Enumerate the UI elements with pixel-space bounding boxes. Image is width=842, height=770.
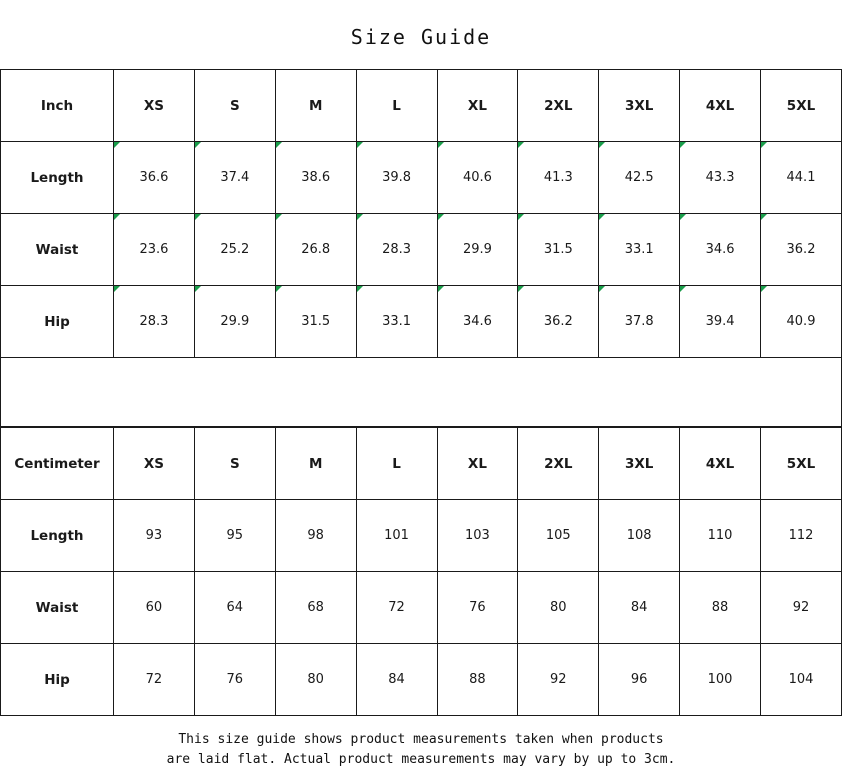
size-header-5xl: 5XL	[761, 70, 842, 142]
cell-hip-5xl-inch: 40.9	[761, 286, 842, 358]
cell-length-2xl-inch: 41.3	[518, 142, 599, 214]
table-header-row	[1, 428, 842, 500]
cell-hip-s-cm: 76	[194, 644, 275, 716]
cell-waist-xl-inch: 29.9	[437, 214, 518, 286]
cell-hip-xs-cm: 72	[114, 644, 195, 716]
size-header-xs: XS	[114, 70, 195, 142]
cell-length-3xl-cm: 108	[599, 500, 680, 572]
row-label-hip-inch: Hip	[1, 286, 114, 358]
cell-length-xs-cm: 93	[114, 500, 195, 572]
size-header-m: M	[275, 70, 356, 142]
size-table-inch	[0, 69, 842, 358]
cell-hip-xl-inch: 34.6	[437, 286, 518, 358]
size-header-xs-cm: XS	[114, 428, 195, 500]
table-header-row	[1, 70, 842, 142]
cell-length-xl-inch: 40.6	[437, 142, 518, 214]
footnote	[0, 716, 842, 770]
page-title: Size Guide	[350, 25, 492, 49]
cell-hip-3xl-inch: 37.8	[599, 286, 680, 358]
cell-hip-m-cm: 80	[275, 644, 356, 716]
row-label-length-inch: Length	[1, 142, 114, 214]
cell-hip-4xl-inch: 39.4	[680, 286, 761, 358]
table-row	[1, 142, 842, 214]
cell-hip-m-inch: 31.5	[275, 286, 356, 358]
cell-waist-m-inch: 26.8	[275, 214, 356, 286]
unit-label-inch: Inch	[1, 70, 114, 142]
size-header-xl-cm: XL	[437, 428, 518, 500]
cell-length-s-inch: 37.4	[194, 142, 275, 214]
cell-waist-2xl-cm: 80	[518, 572, 599, 644]
table-separator	[0, 358, 842, 427]
row-label-length-cm: Length	[1, 500, 114, 572]
size-header-4xl-cm: 4XL	[680, 428, 761, 500]
cell-length-4xl-inch: 43.3	[680, 142, 761, 214]
size-table-centimeter	[0, 427, 842, 716]
cell-length-3xl-inch: 42.5	[599, 142, 680, 214]
cell-length-l-cm: 101	[356, 500, 437, 572]
cell-hip-xl-cm: 88	[437, 644, 518, 716]
cell-hip-2xl-inch: 36.2	[518, 286, 599, 358]
cell-waist-5xl-cm: 92	[761, 572, 842, 644]
size-header-l-cm: L	[356, 428, 437, 500]
cell-waist-5xl-inch: 36.2	[761, 214, 842, 286]
table-row	[1, 500, 842, 572]
table-row	[1, 572, 842, 644]
size-header-2xl: 2XL	[518, 70, 599, 142]
size-header-4xl: 4XL	[680, 70, 761, 142]
cell-waist-3xl-cm: 84	[599, 572, 680, 644]
cell-waist-4xl-cm: 88	[680, 572, 761, 644]
cell-waist-m-cm: 68	[275, 572, 356, 644]
size-header-m-cm: M	[275, 428, 356, 500]
cell-hip-4xl-cm: 100	[680, 644, 761, 716]
cell-hip-l-cm: 84	[356, 644, 437, 716]
footnote-line-2: are laid flat. Actual product measurements may vary by up to 3cm.	[166, 752, 676, 767]
footnote-line-1: This size guide shows product measurements taken when products	[178, 732, 664, 747]
cell-hip-2xl-cm: 92	[518, 644, 599, 716]
cell-waist-3xl-inch: 33.1	[599, 214, 680, 286]
cell-waist-xl-cm: 76	[437, 572, 518, 644]
size-header-2xl-cm: 2XL	[518, 428, 599, 500]
cell-waist-l-cm: 72	[356, 572, 437, 644]
size-header-s-cm: S	[194, 428, 275, 500]
cell-length-4xl-cm: 110	[680, 500, 761, 572]
cell-waist-s-inch: 25.2	[194, 214, 275, 286]
cell-length-m-inch: 38.6	[275, 142, 356, 214]
cell-hip-s-inch: 29.9	[194, 286, 275, 358]
size-header-3xl: 3XL	[599, 70, 680, 142]
size-header-3xl-cm: 3XL	[599, 428, 680, 500]
cell-waist-4xl-inch: 34.6	[680, 214, 761, 286]
cell-hip-l-inch: 33.1	[356, 286, 437, 358]
size-header-xl: XL	[437, 70, 518, 142]
row-label-hip-cm: Hip	[1, 644, 114, 716]
cell-length-xs-inch: 36.6	[114, 142, 195, 214]
cell-length-5xl-cm: 112	[761, 500, 842, 572]
row-label-waist-inch: Waist	[1, 214, 114, 286]
cell-waist-s-cm: 64	[194, 572, 275, 644]
cell-waist-xs-inch: 23.6	[114, 214, 195, 286]
table-row	[1, 214, 842, 286]
cell-length-5xl-inch: 44.1	[761, 142, 842, 214]
size-header-l: L	[356, 70, 437, 142]
cell-length-m-cm: 98	[275, 500, 356, 572]
unit-label-centimeter: Centimeter	[1, 428, 114, 500]
cell-waist-xs-cm: 60	[114, 572, 195, 644]
cell-hip-3xl-cm: 96	[599, 644, 680, 716]
cell-hip-5xl-cm: 104	[761, 644, 842, 716]
size-header-5xl-cm: 5XL	[761, 428, 842, 500]
cell-hip-xs-inch: 28.3	[114, 286, 195, 358]
cell-length-xl-cm: 103	[437, 500, 518, 572]
cell-length-2xl-cm: 105	[518, 500, 599, 572]
cell-length-s-cm: 95	[194, 500, 275, 572]
cell-waist-l-inch: 28.3	[356, 214, 437, 286]
table-row	[1, 644, 842, 716]
cell-length-l-inch: 39.8	[356, 142, 437, 214]
size-header-s: S	[194, 70, 275, 142]
cell-waist-2xl-inch: 31.5	[518, 214, 599, 286]
row-label-waist-cm: Waist	[1, 572, 114, 644]
table-row	[1, 286, 842, 358]
